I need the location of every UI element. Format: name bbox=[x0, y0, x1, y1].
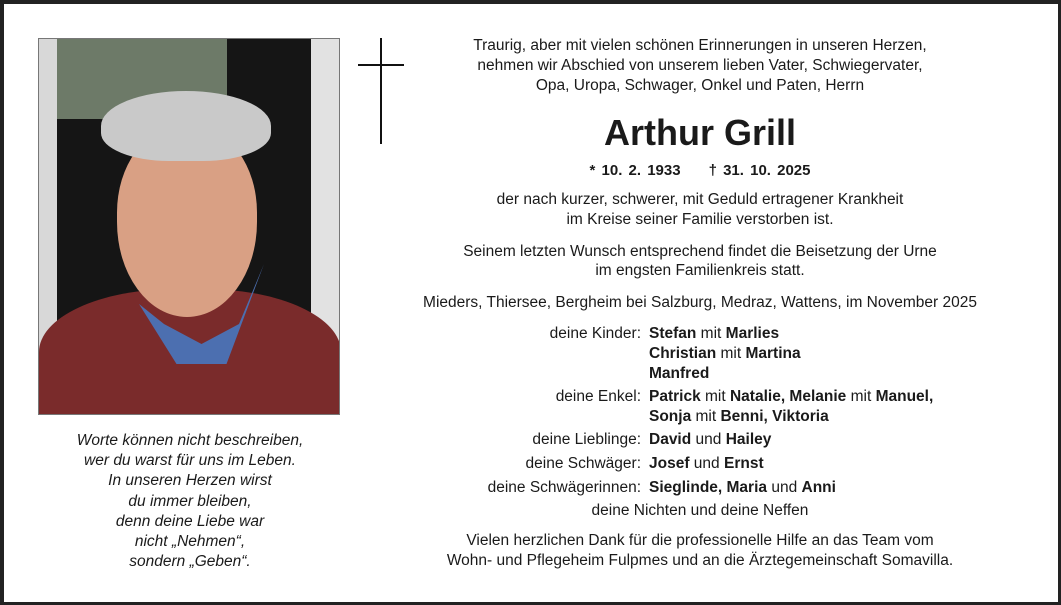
name-text: Manfred bbox=[649, 365, 710, 382]
name-text: und bbox=[689, 455, 724, 472]
poem-line: Worte können nicht beschreiben, bbox=[76, 432, 304, 449]
name-text: Josef bbox=[649, 455, 690, 472]
name-text: Manuel, bbox=[875, 388, 934, 405]
label-lieblinge: deine Lieblinge: bbox=[532, 431, 641, 448]
memorial-poem bbox=[40, 431, 340, 572]
intro-line: nehmen wir Abschied von unserem lieben Vater, Schwiegervater, bbox=[477, 57, 923, 74]
name-text: Benni, Viktoria bbox=[720, 408, 829, 425]
label-schwaegerinnen: deine Schwägerinnen: bbox=[487, 479, 641, 496]
name-text: mit bbox=[696, 325, 726, 342]
name-text: Hailey bbox=[725, 431, 772, 448]
label-kinder: deine Kinder: bbox=[549, 325, 641, 342]
poem-line: sondern „Geben“. bbox=[129, 553, 251, 571]
deceased-name: Arthur Grill bbox=[603, 112, 796, 153]
illness-line: im Kreise seiner Familie verstorben ist. bbox=[566, 211, 834, 228]
intro-line: Traurig, aber mit vielen schönen Erinnerungen in unseren Herzen, bbox=[473, 37, 927, 54]
enkel-row bbox=[649, 407, 829, 427]
life-dates bbox=[380, 162, 1020, 179]
poem-line: nicht „Nehmen“, bbox=[134, 533, 246, 551]
name-text: Martina bbox=[745, 345, 801, 362]
poem-line: du immer bleiben, bbox=[128, 492, 252, 510]
kinder-row bbox=[649, 364, 709, 384]
name-text: David bbox=[649, 431, 692, 448]
name-text: Stefan bbox=[649, 325, 697, 342]
place-date: Mieders, Thiersee, Bergheim bei Salzburg, Medraz, Wattens, im November 2025 bbox=[423, 294, 977, 311]
intro-line: Opa, Uropa, Schwager, Onkel und Paten, Herrn bbox=[535, 77, 865, 94]
thanks-line: Vielen herzlichen Dank für die professionelle Hilfe an das Team vom bbox=[466, 532, 934, 549]
name-text: Christian bbox=[649, 345, 717, 362]
name-text: mit bbox=[716, 345, 746, 362]
label-enkel: deine Enkel: bbox=[555, 388, 641, 405]
schwaeger-row bbox=[649, 454, 764, 474]
name-text: Patrick bbox=[649, 388, 701, 405]
thanks-line: Wohn- und Pflegeheim Fulpmes und an die Ärztegemeinschaft Somavilla. bbox=[446, 552, 954, 569]
nichten-line: deine Nichten und deine Neffen bbox=[591, 502, 809, 519]
burial-line: im engsten Familienkreis statt. bbox=[595, 262, 805, 279]
poem-line: wer du warst für uns im Leben. bbox=[84, 452, 296, 470]
portrait-photo bbox=[38, 38, 340, 415]
burial-line: Seinem letzten Wunsch entsprechend findet die Beisetzung der Urne bbox=[463, 243, 937, 260]
name-text: und bbox=[767, 479, 802, 496]
birth-date: * 10. 2. 1933 bbox=[589, 162, 681, 179]
name-text: Ernst bbox=[723, 455, 764, 472]
name-text: mit bbox=[691, 408, 721, 425]
schwaegerinnen-row bbox=[649, 478, 836, 498]
kinder-row bbox=[649, 344, 801, 364]
kinder-row bbox=[649, 324, 779, 344]
name-text: mit bbox=[846, 388, 876, 405]
name-text: mit bbox=[700, 388, 730, 405]
name-text: Marlies bbox=[725, 325, 780, 342]
name-text: Sonja bbox=[649, 408, 692, 425]
poem-line: In unseren Herzen wirst bbox=[108, 472, 272, 490]
illness-line: der nach kurzer, schwerer, mit Geduld ertragener Krankheit bbox=[496, 191, 904, 208]
poem-line: denn deine Liebe war bbox=[115, 512, 265, 530]
name-text: und bbox=[691, 431, 726, 448]
name-text: Anni bbox=[801, 479, 836, 496]
lieblinge-row bbox=[649, 430, 771, 450]
enkel-row bbox=[649, 387, 933, 407]
death-date: † 31. 10. 2025 bbox=[708, 162, 811, 179]
name-text: Natalie, Melanie bbox=[729, 388, 847, 405]
label-schwaeger: deine Schwäger: bbox=[525, 455, 641, 472]
name-text: Sieglinde, Maria bbox=[649, 479, 768, 496]
